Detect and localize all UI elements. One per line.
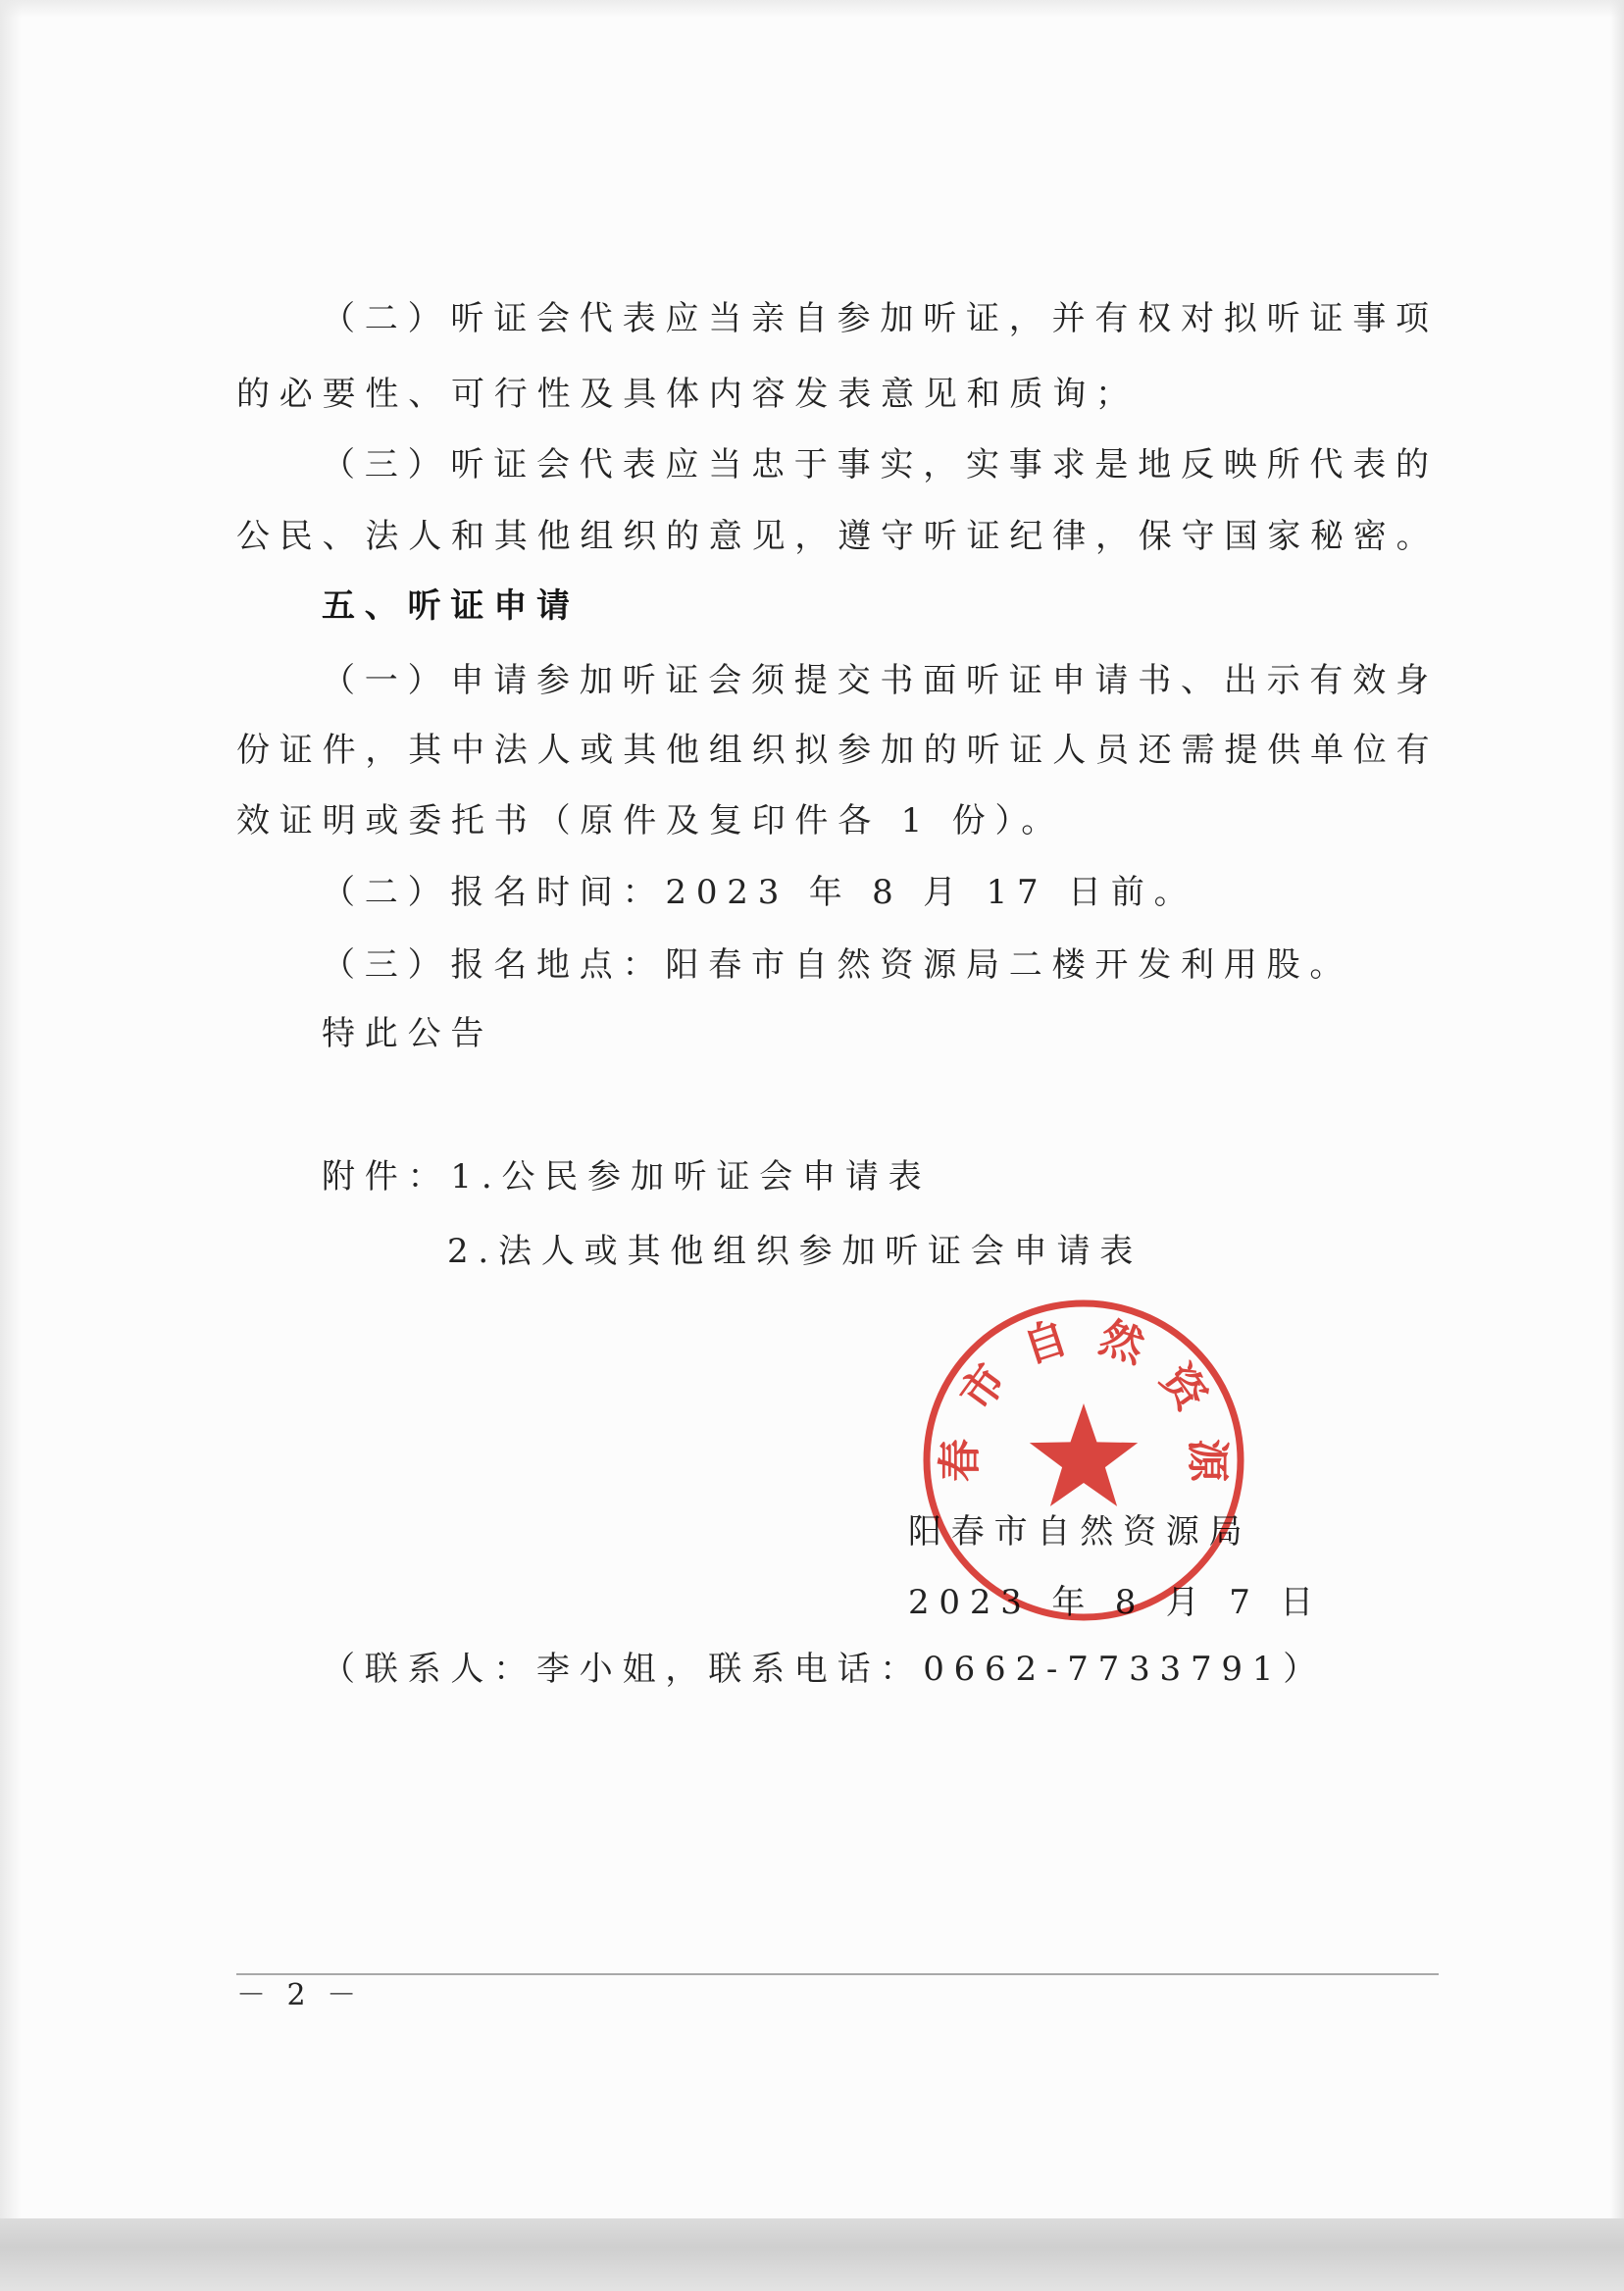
attachment-line-1: 附件：1.公民参加听证会申请表 bbox=[322, 1157, 932, 1196]
signature-org: 阳春市自然资源局 bbox=[908, 1512, 1252, 1552]
contact-info: （联系人：李小姐，联系电话：0662-7733791） bbox=[322, 1650, 1327, 1689]
seal-char: 资 bbox=[1150, 1355, 1217, 1420]
seal-star-icon bbox=[1030, 1403, 1138, 1506]
seal-char: 源 bbox=[1182, 1439, 1233, 1482]
body-line-4: 公民、法人和其他组织的意见，遵守听证纪律，保守国家秘密。 bbox=[236, 517, 1440, 556]
seal-char: 春 bbox=[935, 1439, 986, 1482]
scan-right-shade bbox=[1610, 0, 1624, 2218]
body-line-2: 的必要性、可行性及具体内容发表意见和质询； bbox=[236, 375, 1139, 414]
section-heading: 五、听证申请 bbox=[322, 586, 580, 626]
scan-left-shade bbox=[0, 0, 22, 2291]
footer-rule bbox=[236, 1973, 1439, 1975]
body-line-1: （二）听证会代表应当亲自参加听证，并有权对拟听证事项 bbox=[322, 299, 1439, 338]
scan-bottom-band bbox=[0, 2218, 1624, 2291]
page-number: － 2 － bbox=[236, 1978, 363, 2012]
official-seal bbox=[907, 1284, 1260, 1637]
body-line-9: （三）报名地点：阳春市自然资源局二楼开发利用股。 bbox=[322, 945, 1353, 985]
body-line-8: （二）报名时间：2023 年 8 月 17 日前。 bbox=[322, 873, 1197, 912]
seal-char: 市 bbox=[950, 1355, 1017, 1420]
body-line-6: 份证件，其中法人或其他组织拟参加的听证人员还需提供单位有 bbox=[236, 731, 1440, 770]
seal-char: 然 bbox=[1093, 1312, 1150, 1374]
signature-date: 2023 年 8 月 7 日 bbox=[908, 1583, 1324, 1622]
attachment-line-2: 2.法人或其他组织参加听证会申请表 bbox=[447, 1232, 1143, 1271]
body-line-3: （三）听证会代表应当忠于事实，实事求是地反映所代表的 bbox=[322, 445, 1439, 484]
closing-remark: 特此公告 bbox=[322, 1014, 494, 1053]
seal-char: 自 bbox=[1017, 1312, 1074, 1374]
body-line-7: 效证明或委托书（原件及复印件各 1 份）。 bbox=[236, 801, 1065, 840]
scan-top-shade bbox=[0, 0, 1624, 18]
body-line-5: （一）申请参加听证会须提交书面听证申请书、出示有效身 bbox=[322, 661, 1439, 700]
